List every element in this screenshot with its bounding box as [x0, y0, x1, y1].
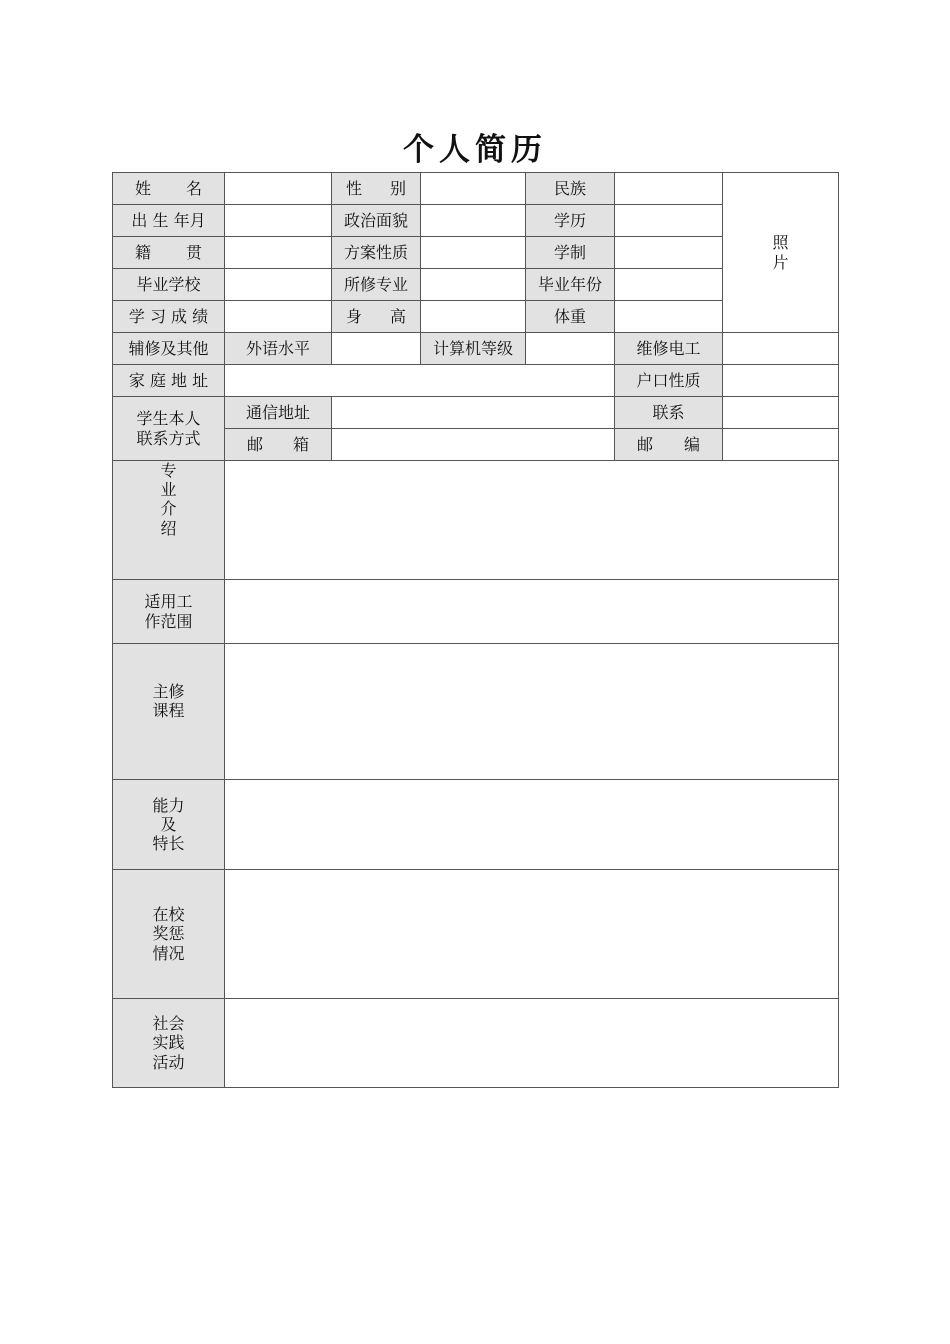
grades-field[interactable]: [225, 301, 332, 333]
photo-label-1: 照: [772, 233, 789, 253]
email-label: 邮 箱: [225, 429, 332, 461]
skills-label: 能力 及 特长: [113, 780, 225, 870]
major-field[interactable]: [421, 269, 526, 301]
email-field[interactable]: [332, 429, 615, 461]
resume-table: [112, 172, 839, 1088]
row-address: [113, 365, 839, 397]
name-field[interactable]: [225, 173, 332, 205]
photo-cell[interactable]: [723, 173, 839, 333]
birth-field[interactable]: [225, 205, 332, 237]
education-label: 学历: [526, 205, 615, 237]
phone-label: 联系: [615, 397, 723, 429]
mail-addr-field[interactable]: [332, 397, 615, 429]
name-label: 姓 名: [113, 173, 225, 205]
language-field[interactable]: [332, 333, 421, 365]
weight-label: 体重: [526, 301, 615, 333]
schooling-label: 学制: [526, 237, 615, 269]
skills-field[interactable]: [225, 780, 839, 870]
ethnicity-field[interactable]: [615, 173, 723, 205]
home-field[interactable]: [225, 365, 615, 397]
contact-group-label: 学生本人 联系方式: [113, 397, 225, 461]
hukou-label: 户口性质: [615, 365, 723, 397]
page-title: 个人简历: [403, 132, 547, 168]
hometown-label: 籍 贯: [113, 237, 225, 269]
social-label: 社会 实践 活动: [113, 999, 225, 1088]
social-field[interactable]: [225, 999, 839, 1088]
home-label: 家 庭 地 址: [113, 365, 225, 397]
row-work-scope: [113, 580, 839, 644]
computer-field[interactable]: [526, 333, 615, 365]
work-scope-field[interactable]: [225, 580, 839, 644]
row-name: [113, 173, 839, 205]
row-social: [113, 999, 839, 1088]
row-courses: [113, 644, 839, 780]
birth-label: 出 生 年月: [113, 205, 225, 237]
row-extra: [113, 333, 839, 365]
work-scope-label: 适用工 作范围: [113, 580, 225, 644]
minor-label: 辅修及其他: [113, 333, 225, 365]
row-contact-1: [113, 397, 839, 429]
courses-label: 主修 课程: [113, 644, 225, 780]
row-awards: [113, 870, 839, 999]
height-field[interactable]: [421, 301, 526, 333]
phone-field[interactable]: [723, 397, 839, 429]
computer-label: 计算机等级: [421, 333, 526, 365]
political-field[interactable]: [421, 205, 526, 237]
major-intro-label: 专 业 介 绍: [113, 461, 225, 580]
photo-label-2: 片: [772, 252, 789, 272]
school-field[interactable]: [225, 269, 332, 301]
gender-field[interactable]: [421, 173, 526, 205]
hometown-field[interactable]: [225, 237, 332, 269]
ethnicity-label: 民族: [526, 173, 615, 205]
row-major-intro: [113, 461, 839, 580]
grades-label: 学 习 成 绩: [113, 301, 225, 333]
awards-label: 在校 奖惩 情况: [113, 870, 225, 999]
courses-field[interactable]: [225, 644, 839, 780]
major-intro-field[interactable]: [225, 461, 839, 580]
weight-field[interactable]: [615, 301, 723, 333]
gender-label: 性 别: [332, 173, 421, 205]
plan-field[interactable]: [421, 237, 526, 269]
school-label: 毕业学校: [113, 269, 225, 301]
zip-field[interactable]: [723, 429, 839, 461]
language-label: 外语水平: [225, 333, 332, 365]
grad-year-label: 毕业年份: [526, 269, 615, 301]
repair-label: 维修电工: [615, 333, 723, 365]
education-field[interactable]: [615, 205, 723, 237]
row-skills: [113, 780, 839, 870]
plan-label: 方案性质: [332, 237, 421, 269]
mail-addr-label: 通信地址: [225, 397, 332, 429]
zip-label: 邮 编: [615, 429, 723, 461]
hukou-field[interactable]: [723, 365, 839, 397]
awards-field[interactable]: [225, 870, 839, 999]
height-label: 身 高: [332, 301, 421, 333]
major-label: 所修专业: [332, 269, 421, 301]
repair-field[interactable]: [723, 333, 839, 365]
grad-year-field[interactable]: [615, 269, 723, 301]
schooling-field[interactable]: [615, 237, 723, 269]
political-label: 政治面貌: [332, 205, 421, 237]
